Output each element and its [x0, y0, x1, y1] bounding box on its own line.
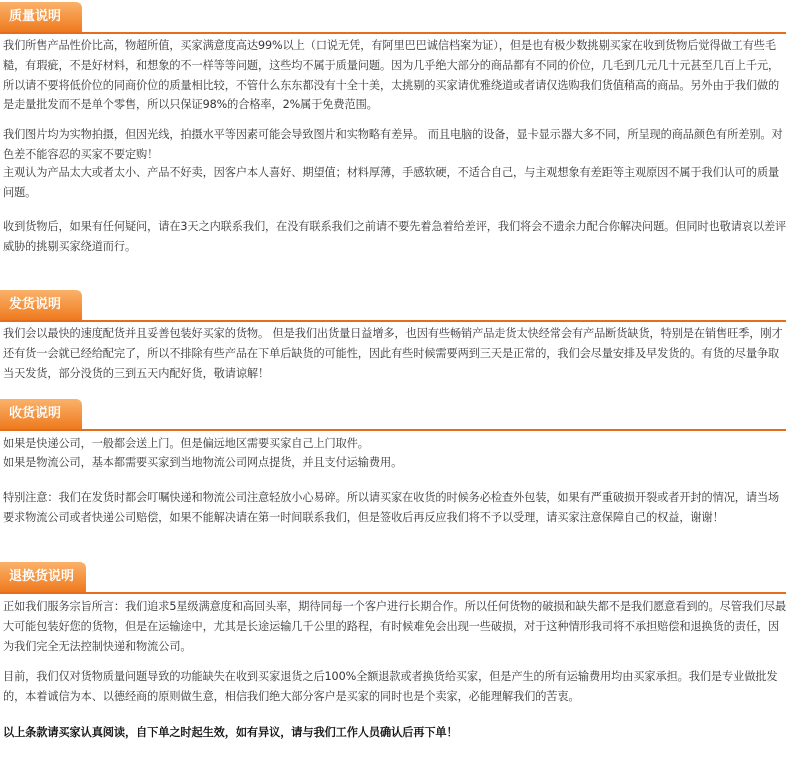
returns-section-header [0, 562, 786, 595]
returns-paragraph-2: 目前，我们仅对货物质量问题导致的功能缺失在收到买家退货之后100%全额退款或者换货给买家，但是产生的所有运输费用均由买家承担。我们是专业做批发的，本着诚信为本、以德经商的原则做生意，相信我们绝大部分客户是买家的同时也是个卖家，必能理解我们的苦衷。 [3, 670, 778, 703]
quality-paragraph-2: 我们图片均为实物拍摄，但因光线，拍摄水平等因素可能会导致图片和实物略有差异。 而且电脑的设备，显卡显示器大多不同，所呈现的商品颜色有所差别。对色差不能容忍的买家不要定购！ [3, 128, 783, 161]
section-divider [0, 429, 786, 431]
shipping-paragraph-1: 我们会以最快的速度配货并且妥善包装好买家的货物。 但是我们出货量日益增多，也因有些畅销产品走货太快经常会有产品断货缺货，特别是在销售旺季，刚才还有货一会就已经给配完了，所以不排除有些产品在下单后缺货的可能性，因此有些时候需要两到三天是正常的，我们会尽量安排及早发货的。有货的尽量争取当天发货，部分没货的三到五天内配好货，敬请谅解！ [3, 327, 783, 380]
quality-paragraph-3: 主观认为产品太大或者太小、产品不好卖，因客户本人喜好、期望值；材料厚薄，手感软硬，不适合自己，与主观想象有差距等主观原因不属于我们认可的质量问题。 [3, 166, 780, 199]
shipping-section-title: 发货说明 [0, 290, 82, 320]
receiving-paragraph-3: 特别注意：我们在发货时都会叮嘱快递和物流公司注意轻放小心易碎。所以请买家在收货的时候务必检查外包装，如果有严重破损开裂或者开封的情况，请当场要求物流公司或者快递公司赔偿，如果不能解决请在第一时间联系我们，但是签收后再反应我们将不予以受理，请买家注意保障自己的权益，谢谢！ [3, 491, 780, 524]
quality-paragraph-4: 收到货物后，如果有任何疑问，请在3天之内联系我们，在没有联系我们之前请不要先着急着给差评，我们将会不遗余力配合你解决问题。但同时也敬请哀以差评威胁的挑剔买家绕道而行。 [3, 220, 787, 253]
returns-paragraph-1: 正如我们服务宗旨所言：我们追求5星级满意度和高回头率，期待同每一个客户进行长期合作。所以任何货物的破损和缺失都不是我们愿意看到的。尽管我们尽最大可能包装好您的货物，但是在运输途中，尤其是长途运输几千公里的路程，有时候难免会出现一些破损，对于这种情形我司将不承担赔偿和退换货的责任，因为我们完全无法控制快递和物流公司。 [3, 600, 787, 653]
section-divider [0, 592, 786, 594]
receiving-section-title: 收货说明 [0, 399, 82, 429]
quality-paragraph-1: 我们所售产品性价比高，物超所值，买家满意度高达99%以上（口说无凭，有阿里巴巴诚信档案为证），但是也有极少数挑剔买家在收到货物后觉得做工有些毛糙，有瑕疵，不是好材料，和想象的不一样等等问题，这些均不属于质量问题。因为几乎绝大部分的商品都有不同的价位，几毛到几元几十元甚至几百上千元，所以请不要将低价位的同商价位的质量相比较，不管什么东东都没有十全十美，太挑剔的买家请优雅绕道或者请仅选购我们货值稍高的商品。另外由于我们做的是走量批发而不是单个零售，所以只保证98%的合格率，2%属于免费范围。 [3, 39, 780, 112]
shipping-section-header [0, 290, 786, 323]
quality-section-header [0, 2, 786, 35]
returns-closing-notice: 以上条款请买家认真阅读，自下单之时起生效，如有异议，请与我们工作人员确认后再下单！ [3, 726, 458, 739]
receiving-section-header [0, 399, 786, 432]
section-divider [0, 32, 786, 34]
receiving-paragraph-1: 如果是快递公司，一般都会送上门。但是偏远地区需要买家自己上门取件。 [3, 437, 369, 450]
returns-section-title: 退换货说明 [0, 562, 86, 592]
receiving-paragraph-2: 如果是物流公司，基本都需要买家到当地物流公司网点提货，并且支付运输费用。 [3, 456, 403, 469]
quality-section-title: 质量说明 [0, 2, 82, 32]
section-divider [0, 320, 786, 322]
